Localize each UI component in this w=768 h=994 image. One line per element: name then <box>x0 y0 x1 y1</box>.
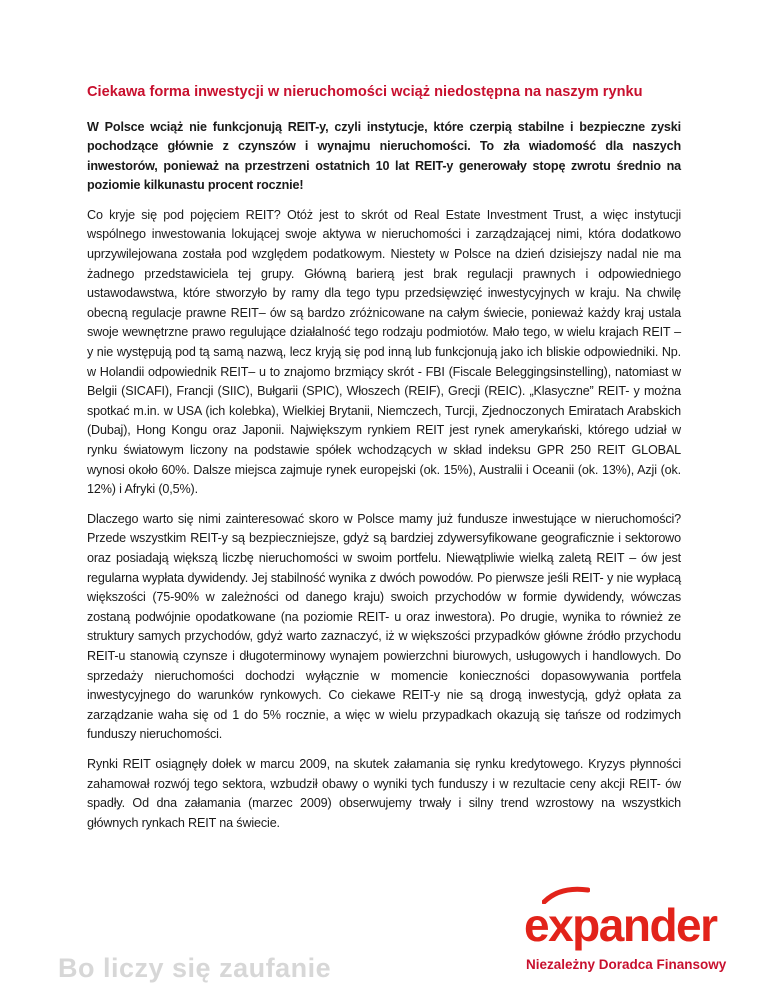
article <box>87 84 681 843</box>
paragraph: Co kryje się pod pojęciem REIT? Otóż jest to skrót od Real Estate Investment Trust, a więc instytucji wspólnego inwestowania lokującej swoje aktywa w nieruchomości i zarządzającej nimi, która dodatkowo uprzywilejowana została pod względem podatkowym. Niestety w Polsce na dzień dzisiejszy nadal nie ma żadnego przedstawiciela tej grupy. Główną barierą jest brak regulacji prawnych i odpowiedniego ustawodawstwa, które stworzyło by ramy dla tego typu przedsięwzięć inwestycyjnych w kraju. Na chwilę obecną regulacje prawne REIT– ów są bardzo zróżnicowane na całym świecie, ponieważ każdy kraj ustala swoje wewnętrzne prawo regulujące działalność tego rodzaju podmiotów. Mało tego, w wielu krajach REIT – y nie występują pod tą samą nazwą, lecz kryją się pod inną lub funkcjonują jako ich bliskie odpowiedniki. Np. w Holandii odpowiednik REIT– u to znajomo brzmiący skrót - FBI (Fiscale Beleggingsinstelling), natomiast w Belgii (SICAFI), Francji (SIIC), Bułgarii (SPIC), Włoszech (REIF), Grecji (REIC). „Klasyczne” REIT- y można spotkać m.in. w USA (ich kolebka), Wielkiej Brytanii, Niemczech, Turcji, Zjednoczonych Emiratach Arabskich (Dubaj), Hong Kongu oraz Japonii. Największym rynkiem REIT jest rynek amerykański, którego udział w rynku światowym liczony na podstawie spółek wchodzących w skład indeksu GPR 250 REIT GLOBAL wynosi około 60%. Dalsze miejsca zajmuje rynek europejski (ok. 15%), Australii i Oceanii (ok. 13%), Azji (ok. 12%) i Afryki (0,5%). <box>87 207 681 497</box>
paragraph: Dlaczego warto się nimi zainteresować skoro w Polsce mamy już fundusze inwestujące w nieruchomości? Przede wszystkim REIT-y są bezpieczniejsze, gdyż są bardziej zdywersyfikowane geograficznie i sektorowo oraz posiadają większą liczbę nieruchomości w swoim portfelu. Niewątpliwie wielką zaletą REIT – ów jest regularna wypłata dywidendy. Jej stabilność wynika z dwóch powodów. Po pierwsze jeśli REIT- y nie wypłacą większości (75-90% w zależności od danego kraju) swoich przychodów w formie dywidendy, wówczas zostaną podwójnie opodatkowane (na poziomie REIT- u oraz inwestora). Po drugie, wynika to również ze struktury samych przychodów, gdyż warto zaznaczyć, iż w większości przypadków główne źródło przychodu REIT-u stanowią czynsze i długoterminowy wynajem powierzchni biurowych, usługowych i handlowych. Do sprzedaży nieruchomości dochodzi wyłącznie w momencie konieczności dopasowywania portfela inwestycyjnego do warunków rynkowych. Co ciekawe REIT-y nie są drogą inwestycją, gdyż opłata za zarządzanie waha się od 1 do 5% rocznie, a więc w wielu przypadkach okazują się tańsze od rodzimych funduszy nieruchomości. <box>87 511 681 742</box>
article-lead: W Polsce wciąż nie funkcjonują REIT-y, czyli instytucje, które czerpią stabilne i bezpieczne zyski pochodzące głównie z czynszów i wynajmu nieruchomości. To zła wiadomość dla naszych inwestorów, ponieważ na przestrzeni ostatnich 10 lat REIT-y generowały stopę zwrotu średnio na poziomie kilkunastu procent rocznie! <box>87 119 681 193</box>
paragraph: Rynki REIT osiągnęły dołek w marcu 2009, na skutek załamania się rynku kredytowego. Kryzys płynności zahamował rozwój tego sektora, wzbudził obawy o wyniki tych funduszy i w rezultacie ceny akcji REIT- ów spadły. Od dna załamania (marzec 2009) obserwujemy trwały i silny trend wzrostowy na wszystkich głównych rynkach REIT na świecie. <box>87 756 681 830</box>
expander-logo <box>512 880 732 980</box>
footer-slogan: Bo liczy się zaufanie <box>58 953 332 983</box>
logo-wordmark: expander <box>524 899 717 951</box>
article-title: Ciekawa forma inwestycji w nieruchomości wciąż niedostępna na naszym rynku <box>87 84 643 100</box>
logo-tagline: Niezależny Doradca Finansowy <box>526 957 727 972</box>
